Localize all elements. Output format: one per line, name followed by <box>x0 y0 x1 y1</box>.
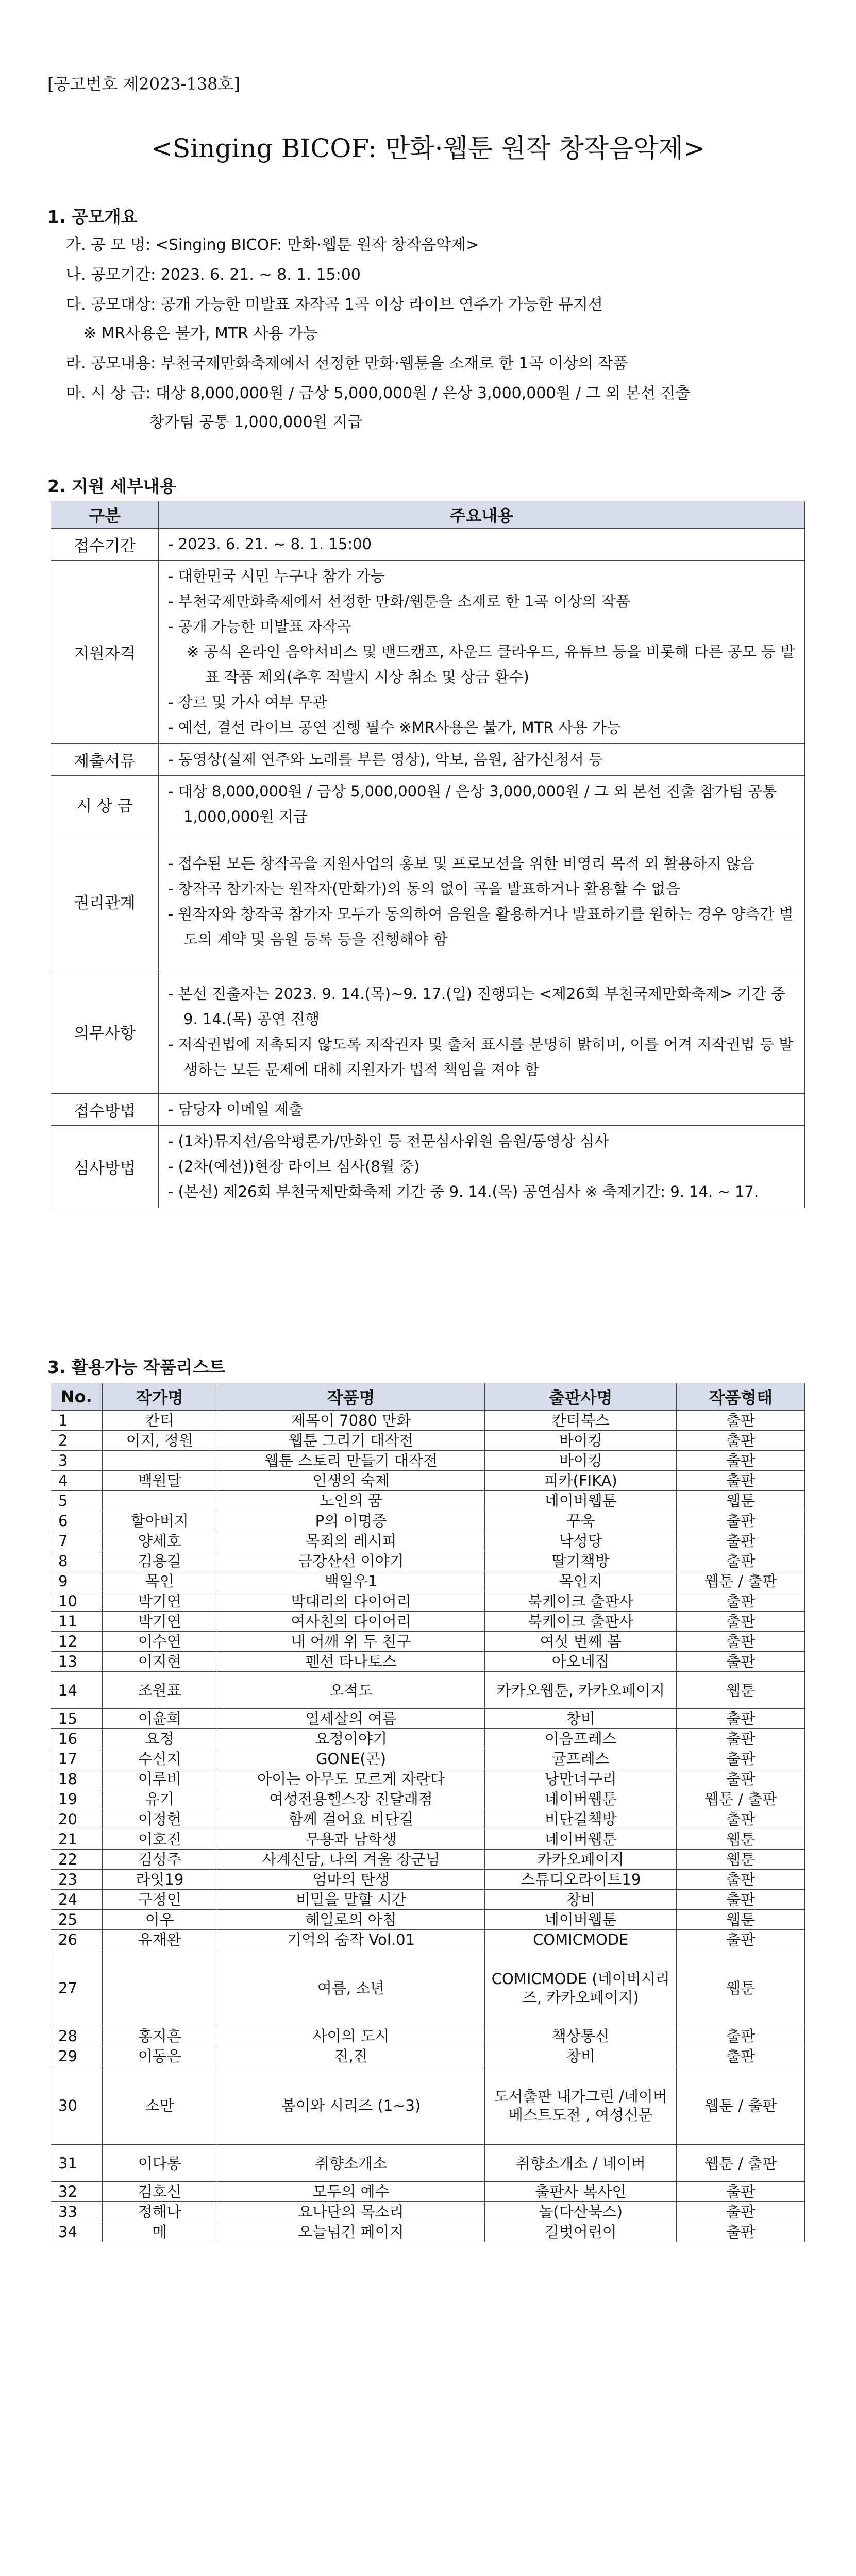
author-name <box>102 1491 217 1511</box>
author-name: 조원표 <box>102 1672 217 1709</box>
work-format: 출판 <box>677 1809 805 1829</box>
detail-item: - 원작자와 창작곡 참가자 모두가 동의하여 음원을 활용하거나 발표하기를 원하는 경우 양측간 별도의 계약 및 음원 등록 등을 진행해야 함 <box>168 905 794 948</box>
detail-row <box>51 776 805 833</box>
work-format: 출판 <box>677 1870 805 1890</box>
work-format: 웹툰 <box>677 1910 805 1930</box>
table-row <box>51 1709 805 1729</box>
table-row <box>51 1632 805 1652</box>
detail-content <box>159 561 805 744</box>
work-format: 출판 <box>677 1531 805 1551</box>
author-name: 라잇19 <box>102 1870 217 1890</box>
table-row <box>51 1491 805 1511</box>
publisher-name: 길벗어린이 <box>485 2222 677 2242</box>
author-name: 김성주 <box>102 1850 217 1870</box>
author-name: 이다롱 <box>102 2145 217 2182</box>
publisher-name: 피카(FIKA) <box>485 1471 677 1491</box>
row-number: 6 <box>51 1511 103 1531</box>
detail-item: - 동영상(실제 연주와 노래를 부른 영상), 악보, 음원, 참가신청서 등 <box>168 751 603 768</box>
table-row <box>51 1471 805 1491</box>
detail-item: - (1차)뮤지션/음악평론가/만화인 등 전문심사위원 음원/동영상 심사 <box>168 1132 609 1150</box>
detail-item: - 창작곡 참가자는 원작자(만화가)의 동의 없이 곡을 발표하거나 활용할 수 없음 <box>168 879 680 897</box>
table-row <box>51 1652 805 1672</box>
table-row <box>51 1531 805 1551</box>
overview-note: ※ MR사용은 불가, MTR 사용 가능 <box>83 325 318 343</box>
table-row <box>51 1571 805 1591</box>
overview-line-cont: 창가팀 공통 1,000,000원 지급 <box>149 413 363 431</box>
author-name: 백원달 <box>102 1471 217 1491</box>
detail-row <box>51 970 805 1094</box>
work-format: 출판 <box>677 1431 805 1451</box>
work-title: 금강산선 이야기 <box>217 1551 485 1571</box>
work-format: 출판 <box>677 1591 805 1612</box>
publisher-name: 네이버웹툰 <box>485 1910 677 1930</box>
work-title: 제목이 7080 만화 <box>217 1411 485 1431</box>
author-name: 김호신 <box>102 2182 217 2202</box>
row-number: 10 <box>51 1591 103 1612</box>
row-number: 1 <box>51 1411 103 1431</box>
row-number: 21 <box>51 1829 103 1850</box>
table-row <box>51 1809 805 1829</box>
row-number: 11 <box>51 1612 103 1632</box>
column-header: 작품형태 <box>677 1383 805 1411</box>
row-number: 25 <box>51 1910 103 1930</box>
row-number: 27 <box>51 1950 103 2026</box>
table-row <box>51 2202 805 2222</box>
work-title: 여사친의 다이어리 <box>217 1612 485 1632</box>
author-name: 이루비 <box>102 1769 217 1789</box>
work-format: 웹툰 <box>677 1672 805 1709</box>
publisher-name: 창비 <box>485 1890 677 1910</box>
table-row <box>51 1950 805 2026</box>
table-row <box>51 2046 805 2066</box>
row-number: 23 <box>51 1870 103 1890</box>
detail-row <box>51 561 805 744</box>
work-title: 모두의 예수 <box>217 2182 485 2202</box>
author-name: 목인 <box>102 1571 217 1591</box>
table-row <box>51 1749 805 1769</box>
overview-line: 마. 시 상 금: 대상 8,000,000원 / 금상 5,000,000원 / 은상 3,000,000원 / 그 외 본선 진출 <box>66 384 691 402</box>
work-title: 함께 걸어요 비단길 <box>217 1809 485 1829</box>
row-number: 17 <box>51 1749 103 1769</box>
table-row <box>51 1890 805 1910</box>
author-name: 박기연 <box>102 1612 217 1632</box>
work-format: 출판 <box>677 1551 805 1571</box>
work-format: 출판 <box>677 1709 805 1729</box>
table-row <box>51 1551 805 1571</box>
detail-item: - 저작권법에 저촉되지 않도록 저작권자 및 출처 표시를 분명히 밝히며, 이를 어겨 저작권법 등 발생하는 모든 문제에 대해 지원자가 법적 책임을 져야 함 <box>168 1035 794 1078</box>
table-row <box>51 1411 805 1431</box>
publisher-name: 귤프레스 <box>485 1749 677 1769</box>
section1-heading: 1. 공모개요 <box>47 207 138 227</box>
table-row <box>51 1789 805 1809</box>
work-format: 웹툰 / 출판 <box>677 1789 805 1809</box>
detail-item: - 대상 8,000,000원 / 금상 5,000,000원 / 은상 3,000,000원 / 그 외 본선 진출 참가팀 공통 1,000,000원 지급 <box>168 783 777 825</box>
publisher-name: 카카오페이지 <box>485 1850 677 1870</box>
table-row <box>51 1591 805 1612</box>
work-list-table <box>51 1383 805 2242</box>
table-row <box>51 1511 805 1531</box>
publisher-name: 네이버웹툰 <box>485 1829 677 1850</box>
work-title: 기억의 숨작 Vol.01 <box>217 1930 485 1950</box>
table-row <box>51 1729 805 1749</box>
overview-line: 다. 공모대상: 공개 가능한 미발표 자작곡 1곡 이상 라이브 연주가 가능한 뮤지션 <box>66 296 603 314</box>
publisher-name: 딸기책방 <box>485 1551 677 1571</box>
work-format: 출판 <box>677 1632 805 1652</box>
row-number: 4 <box>51 1471 103 1491</box>
table-row <box>51 1930 805 1950</box>
work-title: 여름, 소년 <box>217 1950 485 2026</box>
work-format: 출판 <box>677 1769 805 1789</box>
overview-line: 가. 공 모 명: <Singing BICOF: 만화·웹툰 원작 창작음악제> <box>66 236 479 254</box>
detail-row <box>51 833 805 970</box>
work-title: 웹툰 그리기 대작전 <box>217 1431 485 1451</box>
table-row <box>51 1672 805 1709</box>
publisher-name: COMICMODE (네이버시리즈, 카카오페이지) <box>485 1950 677 2026</box>
work-title: 여성전용헬스장 진달래점 <box>217 1789 485 1809</box>
detail-item: ※ 공식 온라인 음악서비스 및 밴드캠프, 사운드 클라우드, 유튜브 등을 비롯해 다른 공모 등 발표 작품 제외(추후 적발시 시상 취소 및 상금 환수) <box>187 643 795 686</box>
row-number: 34 <box>51 2222 103 2242</box>
row-number: 2 <box>51 1431 103 1451</box>
table-row <box>51 2182 805 2202</box>
author-name: 이지현 <box>102 1652 217 1672</box>
publisher-name: 취향소개소 / 네이버 <box>485 2145 677 2182</box>
detail-category: 접수기간 <box>51 529 159 561</box>
row-number: 7 <box>51 1531 103 1551</box>
work-format: 출판 <box>677 1729 805 1749</box>
work-title: 아이는 아무도 모르게 자란다 <box>217 1769 485 1789</box>
work-format: 출판 <box>677 2026 805 2046</box>
detail-content <box>159 1126 805 1208</box>
author-name: 구정인 <box>102 1890 217 1910</box>
table-row <box>51 2145 805 2182</box>
col-content: 주요내용 <box>159 501 805 529</box>
work-title: 사계신담, 나의 겨울 장군님 <box>217 1850 485 1870</box>
publisher-name: 카카오웹툰, 카카오페이지 <box>485 1672 677 1709</box>
author-name: 칸티 <box>102 1411 217 1431</box>
author-name: 김용길 <box>102 1551 217 1571</box>
column-header: No. <box>51 1383 103 1411</box>
work-format: 웹툰 / 출판 <box>677 2145 805 2182</box>
publisher-name: 북케이크 출판사 <box>485 1591 677 1612</box>
publisher-name: 바이킹 <box>485 1431 677 1451</box>
work-format: 출판 <box>677 1930 805 1950</box>
work-title: P의 이명증 <box>217 1511 485 1531</box>
row-number: 28 <box>51 2026 103 2046</box>
table-row <box>51 1829 805 1850</box>
table-row <box>51 1870 805 1890</box>
work-format: 웹툰 / 출판 <box>677 1571 805 1591</box>
detail-content <box>159 776 805 833</box>
publisher-name: 아오네집 <box>485 1652 677 1672</box>
work-title: 노인의 꿈 <box>217 1491 485 1511</box>
work-format: 웹툰 / 출판 <box>677 2066 805 2145</box>
work-title: 헤일로의 아침 <box>217 1910 485 1930</box>
detail-category: 권리관계 <box>51 833 159 970</box>
author-name: 메 <box>102 2222 217 2242</box>
table-row <box>51 1910 805 1930</box>
author-name <box>102 1950 217 2026</box>
work-title: 봄이와 시리즈 (1~3) <box>217 2066 485 2145</box>
work-format: 웹툰 <box>677 1950 805 2026</box>
detail-item: - 부천국제만화축제에서 선정한 만화/웹툰을 소재로 한 1곡 이상의 작품 <box>168 592 630 610</box>
detail-item: - 예선, 결선 라이브 공연 진행 필수 ※MR사용은 불가, MTR 사용 가능 <box>168 719 621 736</box>
work-format: 출판 <box>677 2202 805 2222</box>
detail-item: - 본선 진출자는 2023. 9. 14.(목)~9. 17.(일) 진행되는 <제26회 부천국제만화축제> 기간 중 9. 14.(목) 공연 진행 <box>168 985 785 1028</box>
work-title: 열세살의 여름 <box>217 1709 485 1729</box>
detail-row <box>51 1094 805 1126</box>
detail-item: - 2023. 6. 21. ~ 8. 1. 15:00 <box>168 535 372 553</box>
publisher-name: 칸티북스 <box>485 1411 677 1431</box>
detail-item: - 담당자 이메일 제출 <box>168 1100 304 1118</box>
author-name: 홍지흔 <box>102 2026 217 2046</box>
notice-number: [공고번호 제2023-138호] <box>47 74 240 94</box>
row-number: 24 <box>51 1890 103 1910</box>
publisher-name: 북케이크 출판사 <box>485 1612 677 1632</box>
author-name: 할아버지 <box>102 1511 217 1531</box>
publisher-name: 비단길책방 <box>485 1809 677 1829</box>
author-name <box>102 1451 217 1471</box>
row-number: 15 <box>51 1709 103 1729</box>
row-number: 31 <box>51 2145 103 2182</box>
author-name: 이지, 정원 <box>102 1431 217 1451</box>
detail-category: 접수방법 <box>51 1094 159 1126</box>
work-title: 요나단의 목소리 <box>217 2202 485 2222</box>
work-format: 출판 <box>677 1749 805 1769</box>
work-title: 비밀을 말할 시간 <box>217 1890 485 1910</box>
row-number: 14 <box>51 1672 103 1709</box>
row-number: 19 <box>51 1789 103 1809</box>
publisher-name: 창비 <box>485 1709 677 1729</box>
col-category: 구분 <box>51 501 159 529</box>
table-row <box>51 2026 805 2046</box>
author-name: 이윤희 <box>102 1709 217 1729</box>
row-number: 33 <box>51 2202 103 2222</box>
work-title: 목죄의 레시피 <box>217 1531 485 1551</box>
detail-row <box>51 529 805 561</box>
author-name: 이정헌 <box>102 1809 217 1829</box>
publisher-name: 책상통신 <box>485 2026 677 2046</box>
work-title: 엄마의 탄생 <box>217 1870 485 1890</box>
author-name: 소만 <box>102 2066 217 2145</box>
work-title: 오적도 <box>217 1672 485 1709</box>
work-format: 출판 <box>677 2222 805 2242</box>
detail-row <box>51 1126 805 1208</box>
row-number: 30 <box>51 2066 103 2145</box>
detail-item: - 대한민국 시민 누구나 참가 가능 <box>168 567 385 585</box>
support-details-table <box>51 501 805 1208</box>
detail-content <box>159 529 805 561</box>
row-number: 5 <box>51 1491 103 1511</box>
publisher-name: 출판사 복사인 <box>485 2182 677 2202</box>
detail-category: 심사방법 <box>51 1126 159 1208</box>
publisher-name: 놀(다산북스) <box>485 2202 677 2222</box>
table-row <box>51 2222 805 2242</box>
work-title: 사이의 도시 <box>217 2026 485 2046</box>
author-name: 유재완 <box>102 1930 217 1950</box>
row-number: 12 <box>51 1632 103 1652</box>
work-format: 웹툰 <box>677 1491 805 1511</box>
work-format: 출판 <box>677 1612 805 1632</box>
table-row <box>51 1850 805 1870</box>
detail-category: 의무사항 <box>51 970 159 1094</box>
author-name: 이동은 <box>102 2046 217 2066</box>
work-title: 백일우1 <box>217 1571 485 1591</box>
publisher-name: 이음프레스 <box>485 1729 677 1749</box>
publisher-name: 바이킹 <box>485 1451 677 1471</box>
row-number: 3 <box>51 1451 103 1471</box>
detail-item: - (본선) 제26회 부천국제만화축제 기간 중 9. 14.(목) 공연심사 ※ 축제기간: 9. 14. ~ 17. <box>168 1183 759 1200</box>
detail-content <box>159 744 805 776</box>
table-row <box>51 1769 805 1789</box>
work-format: 출판 <box>677 1411 805 1431</box>
publisher-name: 네이버웹툰 <box>485 1789 677 1809</box>
table-row <box>51 1431 805 1451</box>
detail-item: - 공개 가능한 미발표 자작곡 <box>168 618 351 635</box>
author-name: 요정 <box>102 1729 217 1749</box>
table-row <box>51 2066 805 2145</box>
row-number: 32 <box>51 2182 103 2202</box>
work-title: 내 어깨 위 두 친구 <box>217 1632 485 1652</box>
column-header: 작품명 <box>217 1383 485 1411</box>
detail-content <box>159 1094 805 1126</box>
work-format: 웹툰 <box>677 1829 805 1850</box>
work-title: 요정이야기 <box>217 1729 485 1749</box>
publisher-name: 네이버웹툰 <box>485 1491 677 1511</box>
row-number: 9 <box>51 1571 103 1591</box>
row-number: 29 <box>51 2046 103 2066</box>
work-format: 출판 <box>677 1511 805 1531</box>
row-number: 22 <box>51 1850 103 1870</box>
work-format: 웹툰 <box>677 1850 805 1870</box>
work-format: 출판 <box>677 1451 805 1471</box>
work-title: 무용과 남학생 <box>217 1829 485 1850</box>
detail-content <box>159 970 805 1094</box>
publisher-name: 목인지 <box>485 1571 677 1591</box>
detail-item: - 접수된 모든 창작곡을 지원사업의 홍보 및 프로모션을 위한 비영리 목적 외 활용하지 않음 <box>168 854 755 872</box>
author-name: 이수연 <box>102 1632 217 1652</box>
work-format: 출판 <box>677 1652 805 1672</box>
publisher-name: 도서출판 내가그린 /네이버베스트도전 , 여성신문 <box>485 2066 677 2145</box>
work-title: 취향소개소 <box>217 2145 485 2182</box>
work-title: 펜션 타나토스 <box>217 1652 485 1672</box>
publisher-name: 창비 <box>485 2046 677 2066</box>
detail-category: 지원자격 <box>51 561 159 744</box>
author-name: 이호진 <box>102 1829 217 1850</box>
publisher-name: 스튜디오라이트19 <box>485 1870 677 1890</box>
row-number: 8 <box>51 1551 103 1571</box>
work-title: GONE(곤) <box>217 1749 485 1769</box>
row-number: 16 <box>51 1729 103 1749</box>
detail-category: 시 상 금 <box>51 776 159 833</box>
work-format: 출판 <box>677 2046 805 2066</box>
row-number: 20 <box>51 1809 103 1829</box>
column-header: 출판사명 <box>485 1383 677 1411</box>
section2-heading: 2. 지원 세부내용 <box>47 476 176 496</box>
publisher-name: COMICMODE <box>485 1930 677 1950</box>
author-name: 수신지 <box>102 1749 217 1769</box>
work-title: 오늘넘긴 페이지 <box>217 2222 485 2242</box>
author-name: 이우 <box>102 1910 217 1930</box>
overview-line: 나. 공모기간: 2023. 6. 21. ~ 8. 1. 15:00 <box>66 266 361 284</box>
section3-heading: 3. 활용가능 작품리스트 <box>47 1357 226 1377</box>
work-title: 인생의 숙제 <box>217 1471 485 1491</box>
work-title: 박대리의 다이어리 <box>217 1591 485 1612</box>
author-name: 정해나 <box>102 2202 217 2222</box>
table-row <box>51 1612 805 1632</box>
work-format: 출판 <box>677 1471 805 1491</box>
detail-category: 제출서류 <box>51 744 159 776</box>
detail-item: - 장르 및 가사 여부 무관 <box>168 693 327 711</box>
detail-content <box>159 833 805 970</box>
overview-line: 라. 공모내용: 부천국제만화축제에서 선정한 만화·웹툰을 소재로 한 1곡 이상의 작품 <box>66 354 628 372</box>
publisher-name: 여섯 번째 봄 <box>485 1632 677 1652</box>
work-format: 출판 <box>677 2182 805 2202</box>
row-number: 26 <box>51 1930 103 1950</box>
detail-row <box>51 744 805 776</box>
author-name: 양세호 <box>102 1531 217 1551</box>
author-name: 박기연 <box>102 1591 217 1612</box>
work-title: 진,진 <box>217 2046 485 2066</box>
publisher-name: 낙성당 <box>485 1531 677 1551</box>
author-name: 유기 <box>102 1789 217 1809</box>
page-title: <Singing BICOF: 만화·웹툰 원작 창작음악제> <box>151 133 705 163</box>
column-header: 작가명 <box>102 1383 217 1411</box>
detail-item: - (2차(예선))현장 라이브 심사(8월 중) <box>168 1158 420 1175</box>
table-row <box>51 1451 805 1471</box>
publisher-name: 꾸욱 <box>485 1511 677 1531</box>
work-title: 웹툰 스토리 만들기 대작전 <box>217 1451 485 1471</box>
row-number: 18 <box>51 1769 103 1789</box>
work-format: 출판 <box>677 1890 805 1910</box>
publisher-name: 낭만너구리 <box>485 1769 677 1789</box>
row-number: 13 <box>51 1652 103 1672</box>
